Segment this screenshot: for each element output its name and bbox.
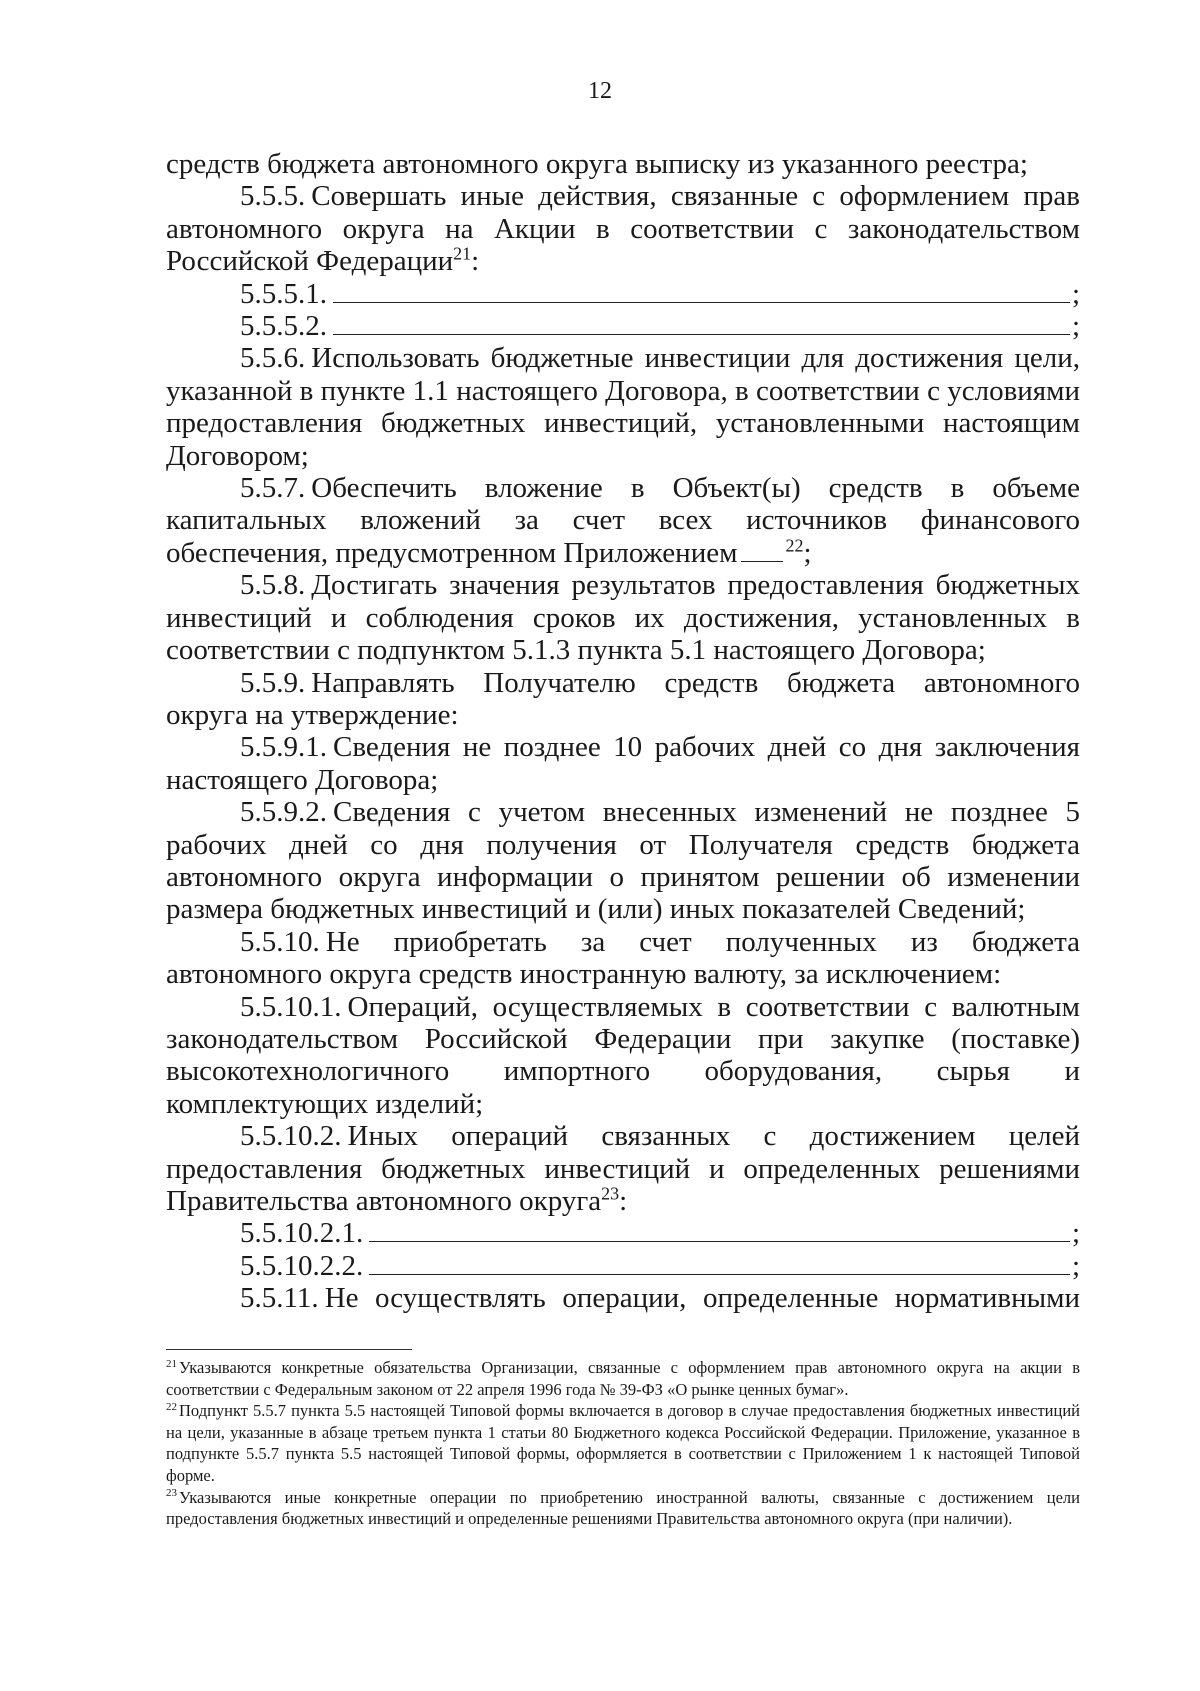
footnote-mark: 23 bbox=[166, 1487, 177, 1500]
footnote-separator bbox=[166, 1349, 412, 1350]
blank-line-5-5-5-1 bbox=[166, 278, 1080, 310]
blank-line-5-5-10-2-2 bbox=[166, 1250, 1080, 1282]
clause-5-5-9-1 bbox=[166, 731, 1080, 796]
footnote-text: Указываются иные конкретные операции по приобретению иностранной валюты, связанные с достижением цели предоставления бюджетных инвестиций и определенные решениями Правительства автономного округа (при наличии). bbox=[166, 1487, 1080, 1529]
clause-text: Достигать значения результатов предоставления бюджетных инвестиций и соблюдения сроков их достижения, установленных в соответствии с подпунктом 5.1.3 пункта 5.1 настоящего Договора; bbox=[166, 569, 1080, 667]
clause-number: 5.5.10.2.1. bbox=[240, 1217, 364, 1250]
clause-5-5-7 bbox=[166, 472, 1080, 569]
clause-5-5-10-1 bbox=[166, 991, 1080, 1121]
footnote-ref-22: 22 bbox=[785, 535, 804, 556]
clause-number: 5.5.10.2. bbox=[240, 1120, 342, 1153]
clause-5-5-10 bbox=[166, 926, 1080, 991]
fill-in-blank bbox=[333, 280, 1070, 303]
clause-number: 5.5.9.2. bbox=[240, 796, 327, 829]
footnote-mark: 22 bbox=[166, 1400, 177, 1413]
clause-text: Направлять Получателю средств бюджета автономного округа на утверждение: bbox=[166, 666, 1080, 731]
clause-number: 5.5.7. bbox=[240, 472, 306, 505]
clause-end: ; bbox=[1071, 1217, 1080, 1250]
clause-5-5-5 bbox=[166, 180, 1080, 277]
clause-end: ; bbox=[803, 536, 812, 569]
clause-text: Операций, осуществляемых в соответствии с валютным законодательством Российской Федерации при закупке (поставке) высокотехнологичного импортного оборудования, сырья и комплектующих изделий; bbox=[166, 990, 1080, 1120]
clause-text: Обеспечить вложение в Объект(ы) средств в объеме капитальных вложений за счет всех источников финансового обеспечения, предусмотренном Приложением bbox=[166, 472, 1080, 569]
clause-number: 5.5.11. bbox=[240, 1282, 319, 1315]
footnote-21 bbox=[166, 1357, 1080, 1400]
footnotes bbox=[166, 1357, 1080, 1530]
clause-5-5-11 bbox=[166, 1282, 1080, 1314]
clause-number: 5.5.8. bbox=[240, 569, 306, 602]
clause-text: Иных операций связанных с достижением целей предоставления бюджетных инвестиций и определенных решениями Правительства автономного округа bbox=[166, 1120, 1080, 1217]
clause-end: ; bbox=[1071, 1249, 1080, 1282]
clause-text: Использовать бюджетные инвестиции для достижения цели, указанной в пункте 1.1 настоящего Договора, в соответствии с условиями предоставления бюджетных инвестиций, установленными настоящим Договором; bbox=[166, 342, 1080, 472]
footnote-23 bbox=[166, 1487, 1080, 1530]
clause-end: : bbox=[619, 1185, 628, 1217]
clause-end: ; bbox=[1071, 310, 1080, 343]
blank-line-5-5-5-2 bbox=[166, 310, 1080, 342]
clause-text: Сведения с учетом внесенных изменений не позднее 5 рабочих дней со дня получения от Получателя средств бюджета автономного округа информации о принятом решении об изменении размера бюджетных инвестиций и (или) иных показателей Сведений; bbox=[166, 796, 1080, 926]
footnote-mark: 21 bbox=[166, 1357, 177, 1370]
fill-in-blank bbox=[333, 312, 1070, 335]
paragraph-continuation: средств бюджета автономного округа выписку из указанного реестра; bbox=[166, 148, 1028, 180]
document-body bbox=[166, 148, 1080, 1315]
fill-in-blank bbox=[741, 541, 783, 562]
page-number: 12 bbox=[588, 78, 612, 104]
footnote-ref-21: 21 bbox=[453, 243, 472, 264]
blank-line-5-5-10-2-1 bbox=[166, 1217, 1080, 1249]
clause-5-5-9 bbox=[166, 667, 1080, 732]
footnote-ref-23: 23 bbox=[601, 1183, 620, 1204]
clause-text: Не осуществлять операции, определенные нормативными bbox=[324, 1282, 1080, 1315]
clause-number: 5.5.10.1. bbox=[240, 990, 342, 1023]
clause-number: 5.5.5. bbox=[240, 180, 306, 213]
clause-5-5-10-2 bbox=[166, 1120, 1080, 1217]
clause-5-5-9-2 bbox=[166, 796, 1080, 926]
clause-number: 5.5.9. bbox=[240, 666, 306, 699]
clause-number: 5.5.9.1. bbox=[240, 731, 327, 764]
clause-number: 5.5.5.2. bbox=[240, 310, 327, 343]
clause-number: 5.5.10. bbox=[240, 925, 320, 958]
clause-end: : bbox=[471, 245, 480, 278]
fill-in-blank bbox=[369, 1219, 1070, 1242]
clause-text: Совершать иные действия, связанные с оформлением прав автономного округа на Акции в соответствии с законодательством Российской Федерации bbox=[166, 180, 1080, 278]
clause-end: ; bbox=[1071, 277, 1080, 310]
fill-in-blank bbox=[369, 1252, 1070, 1275]
footnote-22 bbox=[166, 1400, 1080, 1486]
clause-number: 5.5.6. bbox=[240, 342, 306, 375]
clause-5-5-6 bbox=[166, 342, 1080, 472]
footnote-text: Указываются конкретные обязательства Организации, связанные с оформлением прав автономного округа на акции в соответствии с Федеральным законом от 22 апреля 1996 года № 39-ФЗ «О рынке ценных бумаг». bbox=[166, 1358, 1080, 1399]
clause-number: 5.5.5.1. bbox=[240, 277, 327, 310]
clause-text: Сведения не позднее 10 рабочих дней со дня заключения настоящего Договора; bbox=[166, 731, 1080, 796]
clause-text: Не приобретать за счет полученных из бюджета автономного округа средств иностранную валюту, за исключением: bbox=[166, 925, 1080, 991]
footnote-text: Подпункт 5.5.7 пункта 5.5 настоящей Типовой формы включается в договор в случае предоставления бюджетных инвестиций на цели, указанные в абзаце третьем пункта 1 статьи 80 Бюджетного кодекса Российской Федерации. Приложение, указанное в подпункте 5.5.7 пункта 5.5 настоящей Типовой формы, оформляется в соответствии с Приложением 1 к настоящей Типовой форме. bbox=[166, 1401, 1080, 1485]
clause-5-5-8 bbox=[166, 569, 1080, 666]
clause-number: 5.5.10.2.2. bbox=[240, 1249, 364, 1282]
